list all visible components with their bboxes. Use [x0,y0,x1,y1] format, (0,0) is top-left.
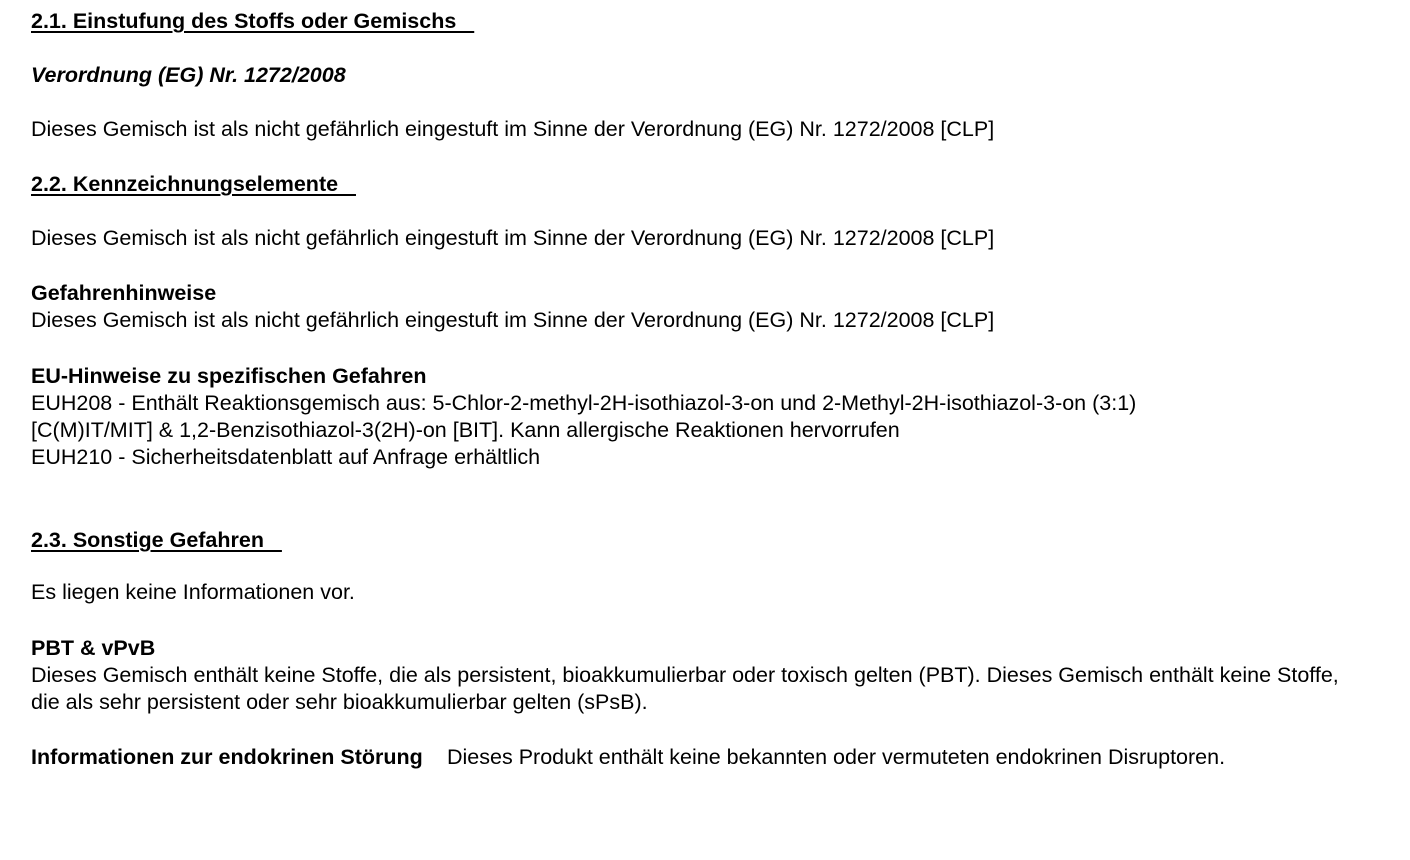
eu-statement-line: EUH210 - Sicherheitsdatenblatt auf Anfrage erhältlich [31,445,541,469]
labelling-text: Dieses Gemisch ist als nicht gefährlich eingestuft im Sinne der Verordnung (EG) Nr. 1272/2008 [CLP] [31,226,995,250]
endocrine-value: Dieses Produkt enthält keine bekannten oder vermuteten endokrinen Disruptoren. [447,745,1226,769]
endocrine-row [31,744,1371,771]
eu-statements-title: EU-Hinweise zu spezifischen Gefahren [31,364,427,388]
section-2-2-heading: 2.2. Kennzeichnungselemente [31,172,356,196]
eu-statement-line: [C(M)IT/MIT] & 1,2-Benzisothiazol-3(2H)-on [BIT]. Kann allergische Reaktionen hervorrufen [31,418,900,442]
section-2-3-heading: 2.3. Sonstige Gefahren [31,528,282,552]
other-hazards-text: Es liegen keine Informationen vor. [31,580,355,604]
classification-text: Dieses Gemisch ist als nicht gefährlich eingestuft im Sinne der Verordnung (EG) Nr. 1272/2008 [CLP] [31,117,995,141]
hazard-statements-text: Dieses Gemisch ist als nicht gefährlich eingestuft im Sinne der Verordnung (EG) Nr. 1272/2008 [CLP] [31,308,995,332]
hazard-statements-title: Gefahrenhinweise [31,281,217,305]
pbt-title: PBT & vPvB [31,636,156,660]
endocrine-label: Informationen zur endokrinen Störung [31,745,423,769]
document-body [31,8,1371,771]
eu-statement-line: EUH208 - Enthält Reaktionsgemisch aus: 5-Chlor-2-methyl-2H-isothiazol-3-on und 2-Methyl-2H-isothiazol-3-on (3:1) [31,391,1137,415]
pbt-text: Dieses Gemisch enthält keine Stoffe, die als persistent, bioakkumulierbar oder toxisch gelten (PBT). Dieses Gemisch enthält keine Stoffe, die als sehr persistent oder sehr bioakkumulierbar gelten (sPsB). [31,663,1339,714]
regulation-title: Verordnung (EG) Nr. 1272/2008 [31,63,346,87]
section-2-1-heading: 2.1. Einstufung des Stoffs oder Gemischs [31,9,475,33]
